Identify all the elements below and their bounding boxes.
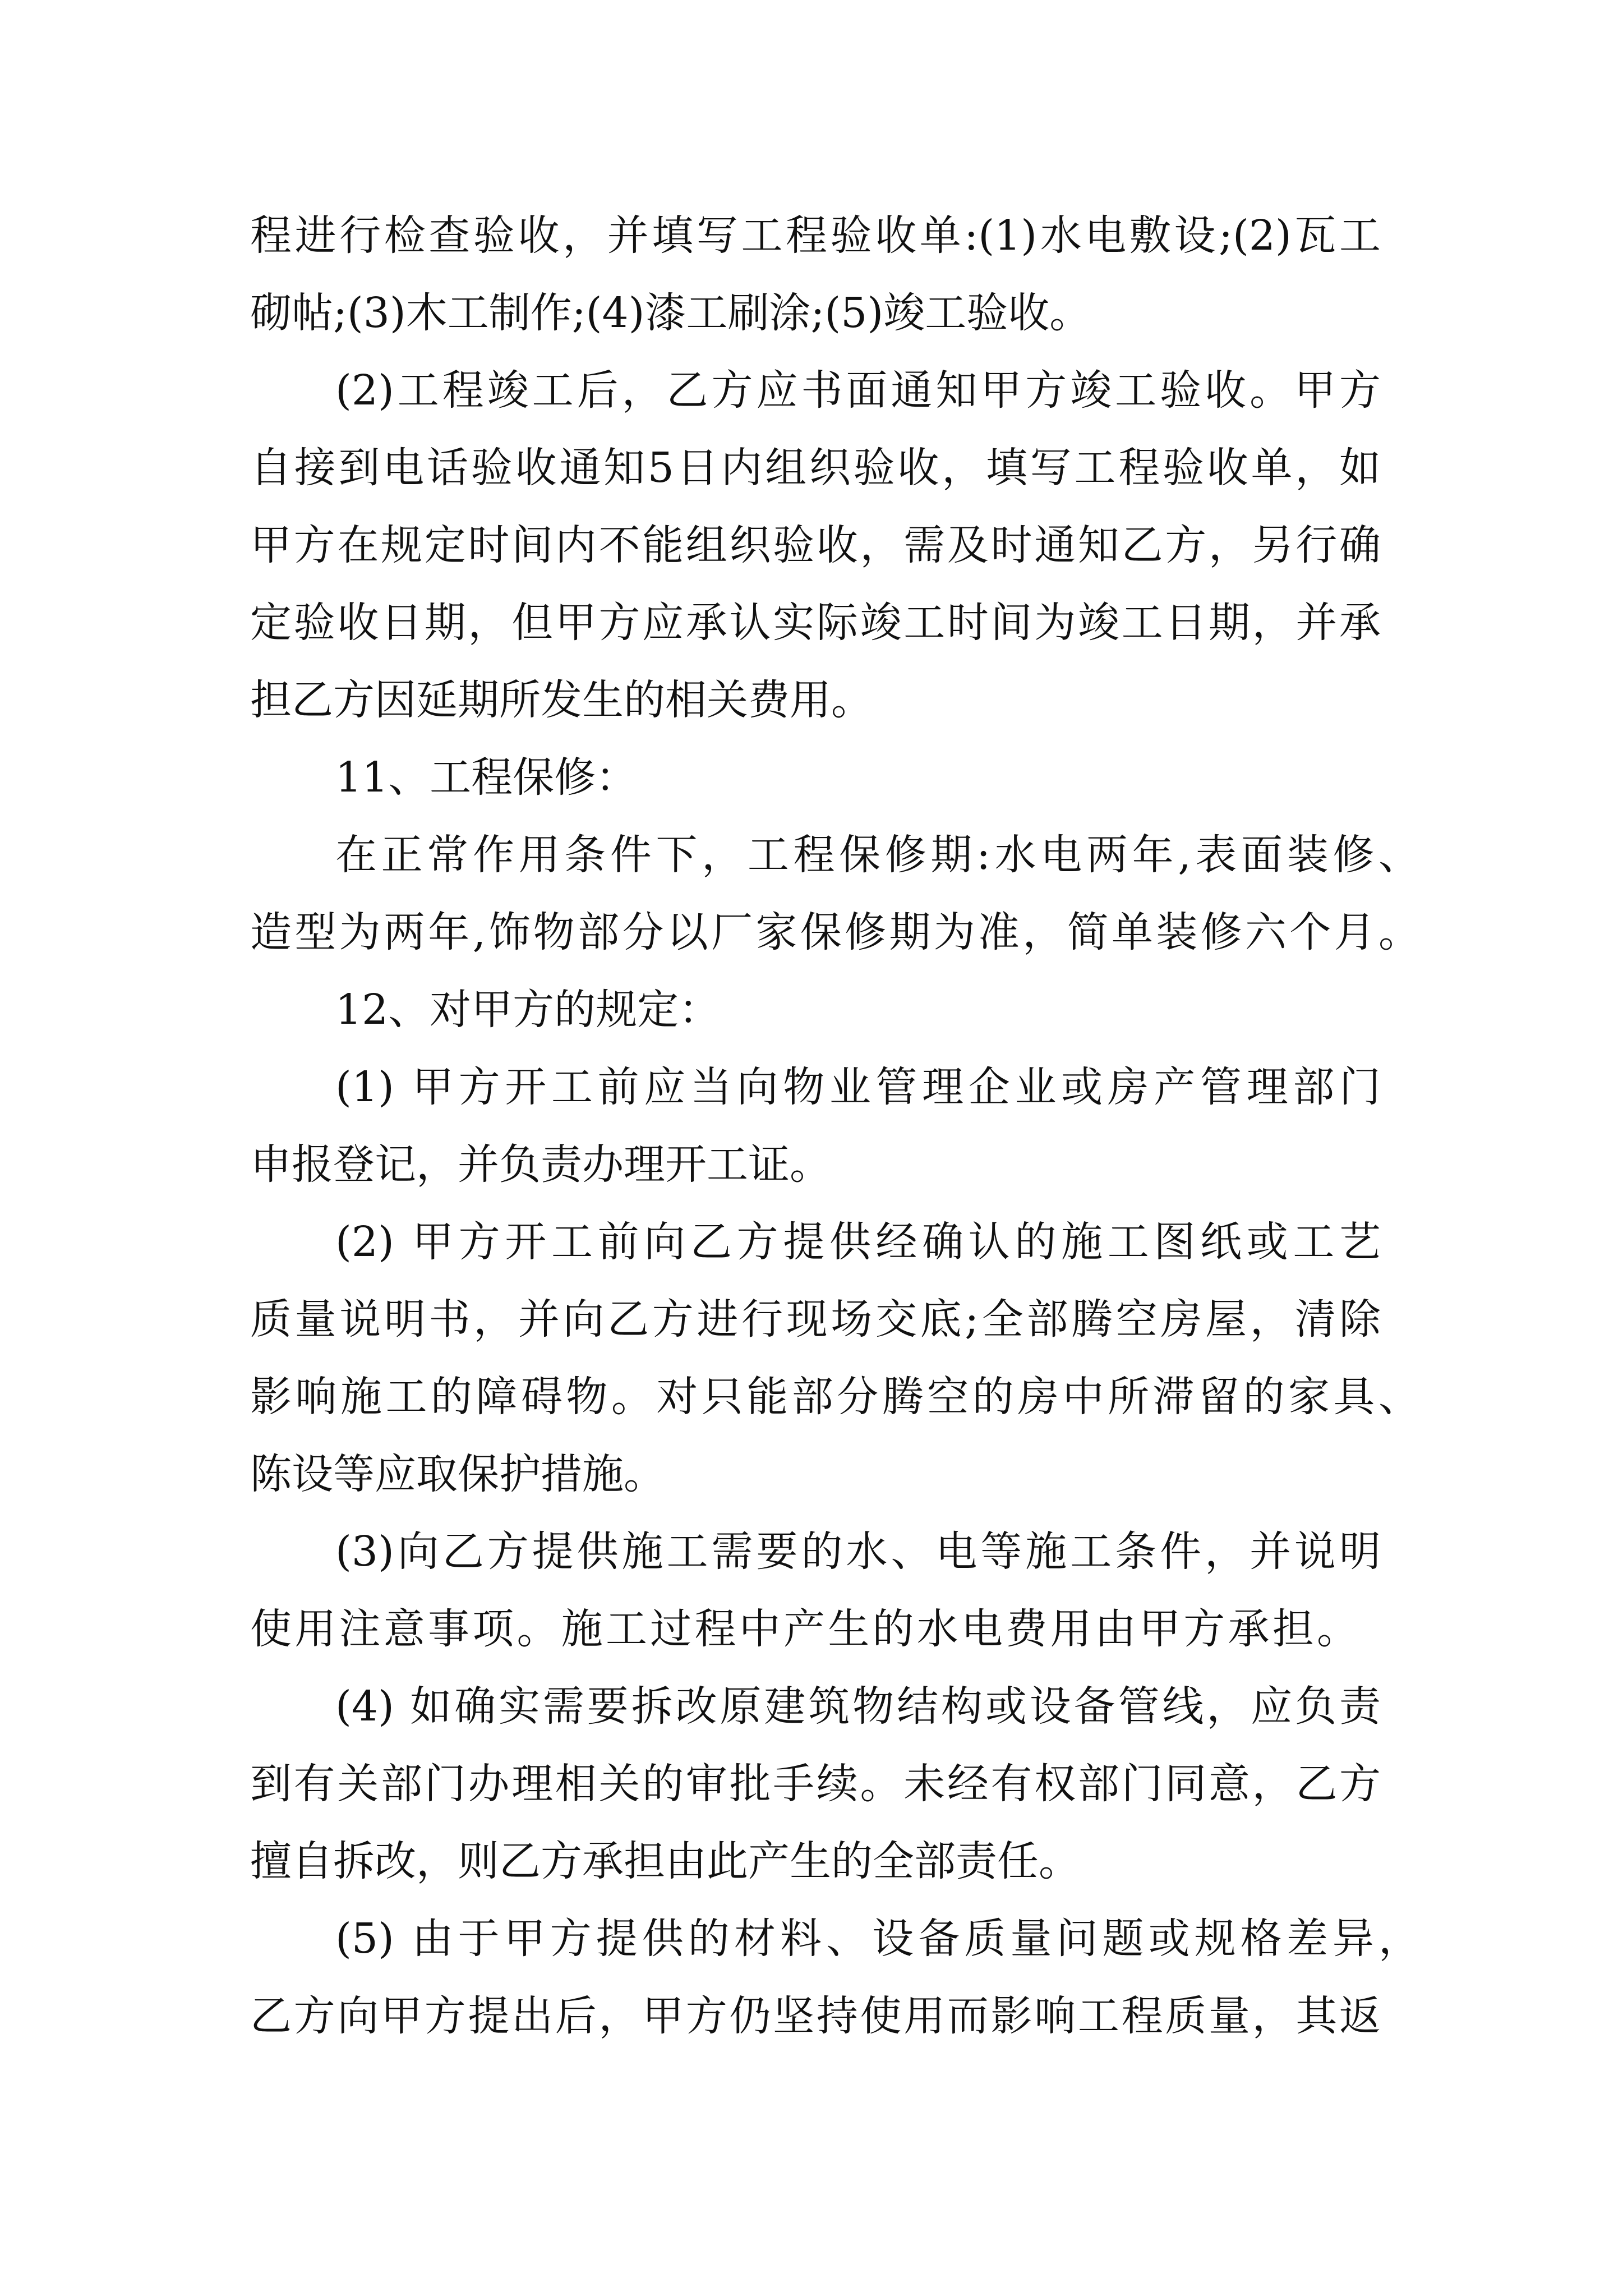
- text-line: 在正常作用条件下，工程保修期:水电两年,表面装修、: [335, 831, 1420, 879]
- text-line: 到有关部门办理相关的审批手续。未经有权部门同意，乙方: [250, 1760, 1381, 1808]
- text-line: 擅自拆改，则乙方承担由此产生的全部责任。: [250, 1837, 1080, 1885]
- text-line: 申报登记，并负责办理开工证。: [250, 1140, 831, 1189]
- text-line: 甲方在规定时间内不能组织验收，需及时通知乙方，另行确: [250, 521, 1381, 569]
- text-line: 程进行检查验收，并填写工程验收单:(1)水电敷设;(2)瓦工: [250, 211, 1381, 260]
- text-line: 砌帖;(3)木工制作;(4)漆工刷涂;(5)竣工验收。: [250, 289, 1091, 337]
- text-line: 自接到电话验收通知5日内组织验收，填写工程验收单，如: [250, 444, 1381, 492]
- text-line: 使用注意事项。施工过程中产生的水电费用由甲方承担。: [250, 1605, 1358, 1653]
- text-line: 担乙方因延期所发生的相关费用。: [250, 676, 873, 724]
- text-line: (1) 甲方开工前应当向物业管理企业或房产管理部门: [335, 1063, 1381, 1111]
- text-line: 质量说明书，并向乙方进行现场交底;全部腾空房屋，清除: [250, 1295, 1381, 1343]
- section-heading: 12、对甲方的规定：: [335, 986, 721, 1034]
- text-line: (5) 由于甲方提供的材料、设备质量问题或规格差异，: [335, 1915, 1420, 1963]
- text-line: (2) 甲方开工前向乙方提供经确认的施工图纸或工艺: [335, 1218, 1381, 1266]
- text-line: (2)工程竣工后，乙方应书面通知甲方竣工验收。甲方: [335, 366, 1381, 415]
- text-line: (4) 如确实需要拆改原建筑物结构或设备管线，应负责: [335, 1682, 1381, 1731]
- section-heading: 11、工程保修：: [335, 753, 638, 802]
- text-line: 造型为两年,饰物部分以厂家保修期为准，简单装修六个月。: [250, 908, 1420, 956]
- text-line: (3)向乙方提供施工需要的水、电等施工条件，并说明: [335, 1527, 1381, 1576]
- text-line: 乙方向甲方提出后，甲方仍坚持使用而影响工程质量，其返: [250, 1992, 1381, 2040]
- text-line: 陈设等应取保护措施。: [250, 1450, 665, 1498]
- text-line: 影响施工的障碍物。对只能部分腾空的房中所滞留的家具、: [250, 1373, 1420, 1421]
- text-line: 定验收日期，但甲方应承认实际竣工时间为竣工日期，并承: [250, 599, 1381, 647]
